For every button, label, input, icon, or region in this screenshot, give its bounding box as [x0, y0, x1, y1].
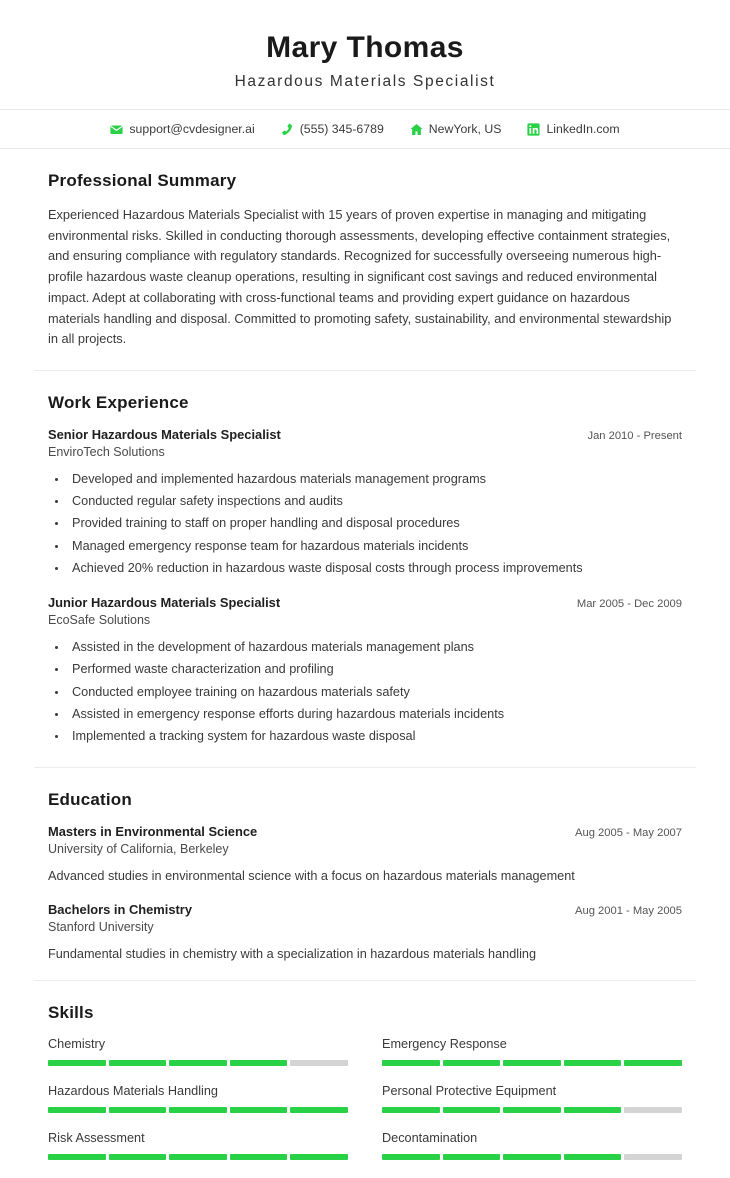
skill-level-segment: [443, 1107, 501, 1113]
education-entry: [48, 902, 682, 964]
contact-location-label: NewYork, US: [428, 122, 502, 136]
skill-name: Emergency Response: [382, 1037, 507, 1052]
contact-email[interactable]: [110, 122, 254, 136]
experience-bullet-list: [68, 636, 682, 747]
section-work-experience: [0, 393, 730, 767]
experience-section-title: Work Experience: [48, 393, 189, 413]
linkedin-icon: [527, 123, 540, 136]
skill-item: [48, 1037, 348, 1084]
contact-linkedin[interactable]: [527, 122, 619, 136]
summary-text: Experienced Hazardous Materials Specialist with 15 years of proven expertise in managing and mitigating environmental risks. Skilled in conducting thorough assessments, developing effective containment strategies, and ensuring compliance with regulatory standards. Recognized for successfully overseeing numerous high-profile hazardous waste cleanup operations, resulting in significant cost savings and reduced environmental impact. Adept at collaborating with cross-functional teams and providing expert guidance on hazardous materials handling and disposal. Committed to promoting safety, sustainability, and environmental stewardship in all projects.: [48, 207, 672, 347]
skill-item: [382, 1131, 682, 1178]
education-entry-head: [48, 824, 682, 839]
experience-role: Senior Hazardous Materials Specialist: [48, 427, 281, 443]
section-divider: [34, 767, 696, 768]
skill-level-bar: [382, 1107, 682, 1113]
experience-organization: EcoSafe Solutions: [48, 613, 151, 628]
summary-section-title: Professional Summary: [48, 171, 237, 190]
list-item: • Achieved 20% reduction in hazardous waste disposal costs through process improvements: [68, 557, 682, 579]
skill-name: Decontamination: [382, 1131, 478, 1146]
phone-icon: [281, 123, 294, 136]
section-divider: [34, 370, 696, 371]
experience-organization: EnviroTech Solutions: [48, 445, 165, 460]
skill-level-segment: [169, 1154, 227, 1160]
contact-location[interactable]: [410, 122, 502, 136]
list-item: • Assisted in emergency response efforts during hazardous materials incidents: [68, 703, 682, 725]
skill-level-segment: [564, 1060, 622, 1066]
skill-level-segment: [624, 1154, 682, 1160]
experience-bullet-list: [68, 468, 682, 579]
list-item: • Implemented a tracking system for hazardous waste disposal: [68, 725, 682, 747]
list-item: • Managed emergency response team for hazardous materials incidents: [68, 535, 682, 557]
skill-level-segment: [564, 1154, 622, 1160]
experience-entry: [48, 595, 682, 747]
skill-level-bar: [382, 1154, 682, 1160]
education-degree: Masters in Environmental Science: [48, 824, 258, 840]
skills-section-title: Skills: [48, 1003, 94, 1023]
list-item: • Developed and implemented hazardous materials management programs: [68, 468, 682, 490]
skill-level-segment: [382, 1154, 440, 1160]
education-school: University of California, Berkeley: [48, 842, 229, 857]
education-date: Aug 2005 - May 2007: [575, 827, 682, 840]
skill-level-segment: [230, 1060, 288, 1066]
contact-bar: [0, 109, 730, 149]
skill-name: Chemistry: [48, 1037, 106, 1052]
experience-date: Mar 2005 - Dec 2009: [576, 598, 682, 611]
skill-level-segment: [48, 1107, 106, 1113]
skill-item: [382, 1037, 682, 1084]
skill-level-segment: [109, 1060, 167, 1066]
skill-level-segment: [290, 1060, 348, 1066]
skill-level-segment: [109, 1154, 167, 1160]
skill-level-segment: [503, 1107, 561, 1113]
education-degree: Bachelors in Chemistry: [48, 902, 192, 918]
skill-level-segment: [290, 1154, 348, 1160]
skill-level-segment: [169, 1107, 227, 1113]
skill-level-segment: [382, 1107, 440, 1113]
skill-level-bar: [48, 1060, 348, 1066]
skill-level-segment: [48, 1154, 106, 1160]
experience-entry-head: [48, 595, 682, 610]
list-item: • Provided training to staff on proper handling and disposal procedures: [68, 512, 682, 534]
skill-level-segment: [503, 1060, 561, 1066]
list-item: • Conducted regular safety inspections and audits: [68, 490, 682, 512]
skill-level-segment: [290, 1107, 348, 1113]
experience-date: Jan 2010 - Present: [587, 430, 682, 443]
education-entry-head: [48, 902, 682, 917]
experience-role: Junior Hazardous Materials Specialist: [48, 595, 281, 611]
candidate-name: Mary Thomas: [266, 31, 464, 64]
skill-item: [382, 1084, 682, 1131]
skill-name: Hazardous Materials Handling: [48, 1084, 218, 1099]
education-entry: [48, 824, 682, 886]
contact-linkedin-label: LinkedIn.com: [546, 122, 620, 136]
candidate-job-title: Hazardous Materials Specialist: [234, 73, 496, 90]
list-item: • Performed waste characterization and profiling: [68, 658, 682, 680]
skill-level-segment: [48, 1060, 106, 1066]
skill-name: Risk Assessment: [48, 1131, 145, 1146]
skill-level-segment: [169, 1060, 227, 1066]
skills-grid: [48, 1037, 682, 1178]
skill-level-segment: [443, 1060, 501, 1066]
skill-level-bar: [382, 1060, 682, 1066]
skill-level-segment: [624, 1107, 682, 1113]
skill-level-segment: [564, 1107, 622, 1113]
skill-level-segment: [382, 1060, 440, 1066]
resume-header: [0, 0, 730, 109]
section-skills: [0, 1003, 730, 1178]
skill-level-segment: [503, 1154, 561, 1160]
list-item: • Conducted employee training on hazardous materials safety: [68, 681, 682, 703]
skill-level-bar: [48, 1107, 348, 1113]
education-section-title: Education: [48, 790, 132, 810]
skill-item: [48, 1131, 348, 1178]
section-professional-summary: [0, 171, 730, 350]
experience-entry-head: [48, 427, 682, 442]
contact-phone[interactable]: [281, 122, 384, 136]
contact-phone-label: (555) 345-6789: [299, 122, 384, 136]
envelope-icon: [110, 123, 123, 136]
education-description: Advanced studies in environmental science with a focus on hazardous materials management: [48, 869, 575, 884]
skill-item: [48, 1084, 348, 1131]
section-education: [0, 790, 730, 980]
education-date: Aug 2001 - May 2005: [575, 905, 682, 918]
skill-level-segment: [230, 1154, 288, 1160]
contact-email-label: support@cvdesigner.ai: [129, 122, 255, 136]
education-school: Stanford University: [48, 920, 154, 935]
list-item: • Assisted in the development of hazardous materials management plans: [68, 636, 682, 658]
experience-entry: [48, 427, 682, 579]
skill-level-segment: [624, 1060, 682, 1066]
skill-level-bar: [48, 1154, 348, 1160]
skill-level-segment: [230, 1107, 288, 1113]
section-divider: [34, 980, 696, 981]
skill-level-segment: [443, 1154, 501, 1160]
skill-name: Personal Protective Equipment: [382, 1084, 557, 1099]
home-icon: [410, 123, 423, 136]
skill-level-segment: [109, 1107, 167, 1113]
education-description: Fundamental studies in chemistry with a specialization in hazardous materials handling: [48, 947, 537, 962]
